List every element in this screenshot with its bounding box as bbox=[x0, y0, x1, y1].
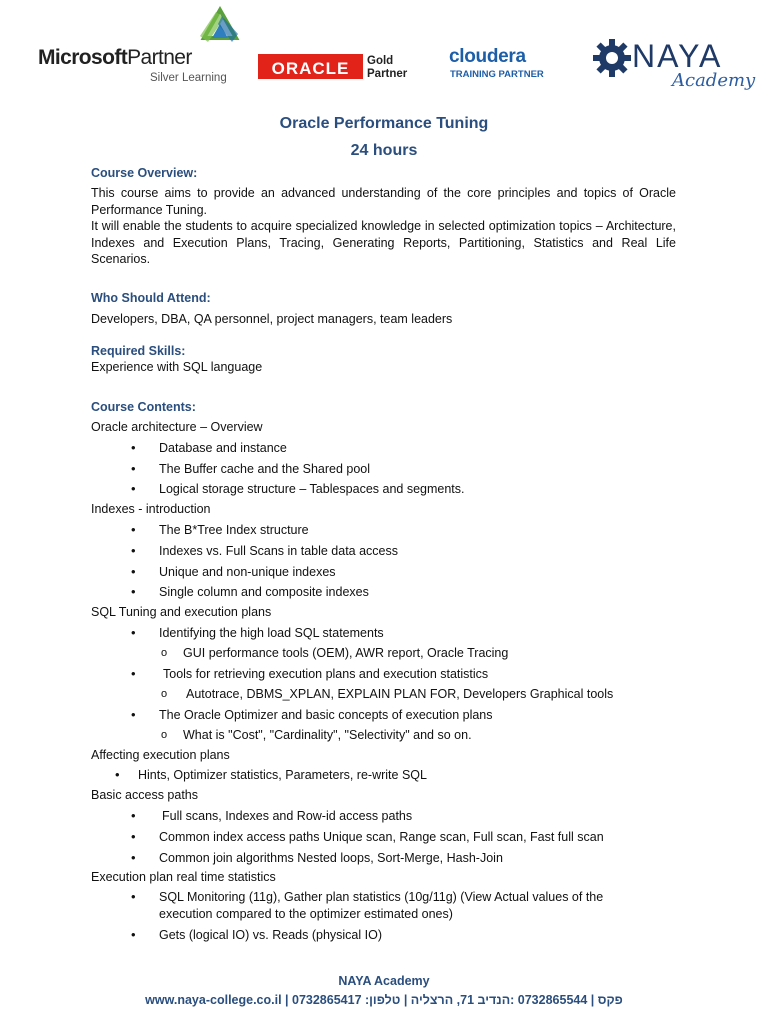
bullet-icon: • bbox=[131, 522, 136, 537]
section-real-time-stats-title: Execution plan real time statistics bbox=[91, 870, 276, 884]
list-item: SQL Monitoring (11g), Gather plan statistics (10g/11g) (View Actual values of the bbox=[159, 890, 604, 904]
skills-text: Experience with SQL language bbox=[91, 360, 263, 374]
naya-wordmark: NAYA bbox=[632, 38, 723, 74]
list-item: Database and instance bbox=[159, 441, 287, 455]
bullet-icon: • bbox=[131, 707, 136, 722]
bullet-icon: • bbox=[131, 625, 136, 640]
bullet-icon: • bbox=[131, 829, 136, 844]
section-architecture-title: Oracle architecture – Overview bbox=[91, 420, 263, 434]
bullet-icon: • bbox=[131, 584, 136, 599]
section-sql-tuning-title: SQL Tuning and execution plans bbox=[91, 605, 272, 619]
list-item: The Oracle Optimizer and basic concepts of execution plans bbox=[159, 708, 493, 722]
bullet-icon: • bbox=[115, 767, 120, 782]
partner-logos bbox=[0, 0, 768, 100]
footer-contact-line: www.naya-college.co.il | 0732865417 :פקס | 0732865544 :הנדיב 71, הרצליה | טלפון bbox=[145, 993, 623, 1007]
sub-list-item: What is "Cost", "Cardinality", "Selectivity" and so on. bbox=[183, 728, 472, 742]
cloudera-training-partner-label: TRAINING PARTNER bbox=[450, 69, 544, 80]
bullet-icon: • bbox=[131, 889, 136, 904]
list-item-continuation: execution compared to the optimizer estimated ones) bbox=[159, 907, 453, 921]
oracle-gold-partner-label: Gold Partner bbox=[367, 55, 408, 80]
naya-gear-icon bbox=[592, 38, 632, 78]
list-item: Single column and composite indexes bbox=[159, 585, 369, 599]
course-title: Oracle Performance Tuning bbox=[279, 115, 489, 132]
microsoft-partner-emblem-icon bbox=[198, 6, 242, 48]
microsoft-partner-logo bbox=[38, 10, 238, 90]
audience-heading: Who Should Attend: bbox=[91, 291, 211, 305]
microsoft-partner-wordmark: MicrosoftPartner bbox=[38, 46, 192, 69]
naya-academy-script: Academy bbox=[672, 70, 756, 91]
contents-heading: Course Contents: bbox=[91, 400, 196, 414]
list-item: Indexes vs. Full Scans in table data access bbox=[159, 544, 399, 558]
overview-heading: Course Overview: bbox=[91, 166, 198, 180]
bullet-icon: • bbox=[131, 850, 136, 865]
bullet-icon: • bbox=[131, 543, 136, 558]
list-item: Logical storage structure – Tablespaces and segments. bbox=[159, 482, 465, 496]
bullet-icon: • bbox=[131, 440, 136, 455]
circle-bullet-icon: o bbox=[161, 647, 168, 659]
section-access-paths-title: Basic access paths bbox=[91, 788, 198, 802]
bullet-icon: • bbox=[131, 808, 136, 823]
audience-text: Developers, DBA, QA personnel, project managers, team leaders bbox=[91, 312, 453, 326]
bullet-icon: • bbox=[131, 564, 136, 579]
oracle-logo: ORACLE bbox=[258, 54, 363, 79]
bullet-icon: • bbox=[131, 461, 136, 476]
skills-heading: Required Skills: bbox=[91, 344, 186, 358]
list-item: Full scans, Indexes and Row-id access paths bbox=[162, 809, 413, 823]
microsoft-partner-level: Silver Learning bbox=[150, 72, 227, 84]
bullet-icon: • bbox=[131, 666, 136, 681]
bullet-icon: • bbox=[131, 927, 136, 942]
circle-bullet-icon: o bbox=[161, 688, 168, 700]
section-affecting-plans-title: Affecting execution plans bbox=[91, 748, 230, 762]
list-item: Common join algorithms Nested loops, Sort-Merge, Hash-Join bbox=[159, 851, 503, 865]
list-item: Tools for retrieving execution plans and execution statistics bbox=[163, 667, 489, 681]
list-item: The B*Tree Index structure bbox=[159, 523, 309, 537]
bullet-icon: • bbox=[131, 481, 136, 496]
list-item: Identifying the high load SQL statements bbox=[159, 626, 384, 640]
course-duration: 24 hours bbox=[350, 142, 418, 159]
list-item: Hints, Optimizer statistics, Parameters, re-write SQL bbox=[138, 768, 427, 782]
footer-academy-name: NAYA Academy bbox=[338, 974, 430, 988]
list-item: Unique and non-unique indexes bbox=[159, 565, 336, 579]
section-indexes-title: Indexes - introduction bbox=[91, 502, 211, 516]
list-item: Gets (logical IO) vs. Reads (physical IO) bbox=[159, 928, 382, 942]
list-item: The Buffer cache and the Shared pool bbox=[159, 462, 371, 476]
circle-bullet-icon: o bbox=[161, 729, 168, 741]
list-item: Common index access paths Unique scan, Range scan, Full scan, Fast full scan bbox=[159, 830, 604, 844]
overview-paragraph: This course aims to provide an advanced understanding of the core principles and topics of Oracle Performance Tuning. It will enable the students to acquire specialized knowledge in selected optimization topics – Architecture, Indexes and Execution Plans, Tracing, Generating Reports, Partitioning, Statistics and Real Life Scenarios. bbox=[91, 186, 676, 266]
cloudera-logo: cloudera bbox=[449, 46, 526, 67]
sub-list-item: GUI performance tools (OEM), AWR report, Oracle Tracing bbox=[183, 646, 509, 660]
sub-list-item: Autotrace, DBMS_XPLAN, EXPLAIN PLAN FOR, Developers Graphical tools bbox=[186, 687, 614, 701]
